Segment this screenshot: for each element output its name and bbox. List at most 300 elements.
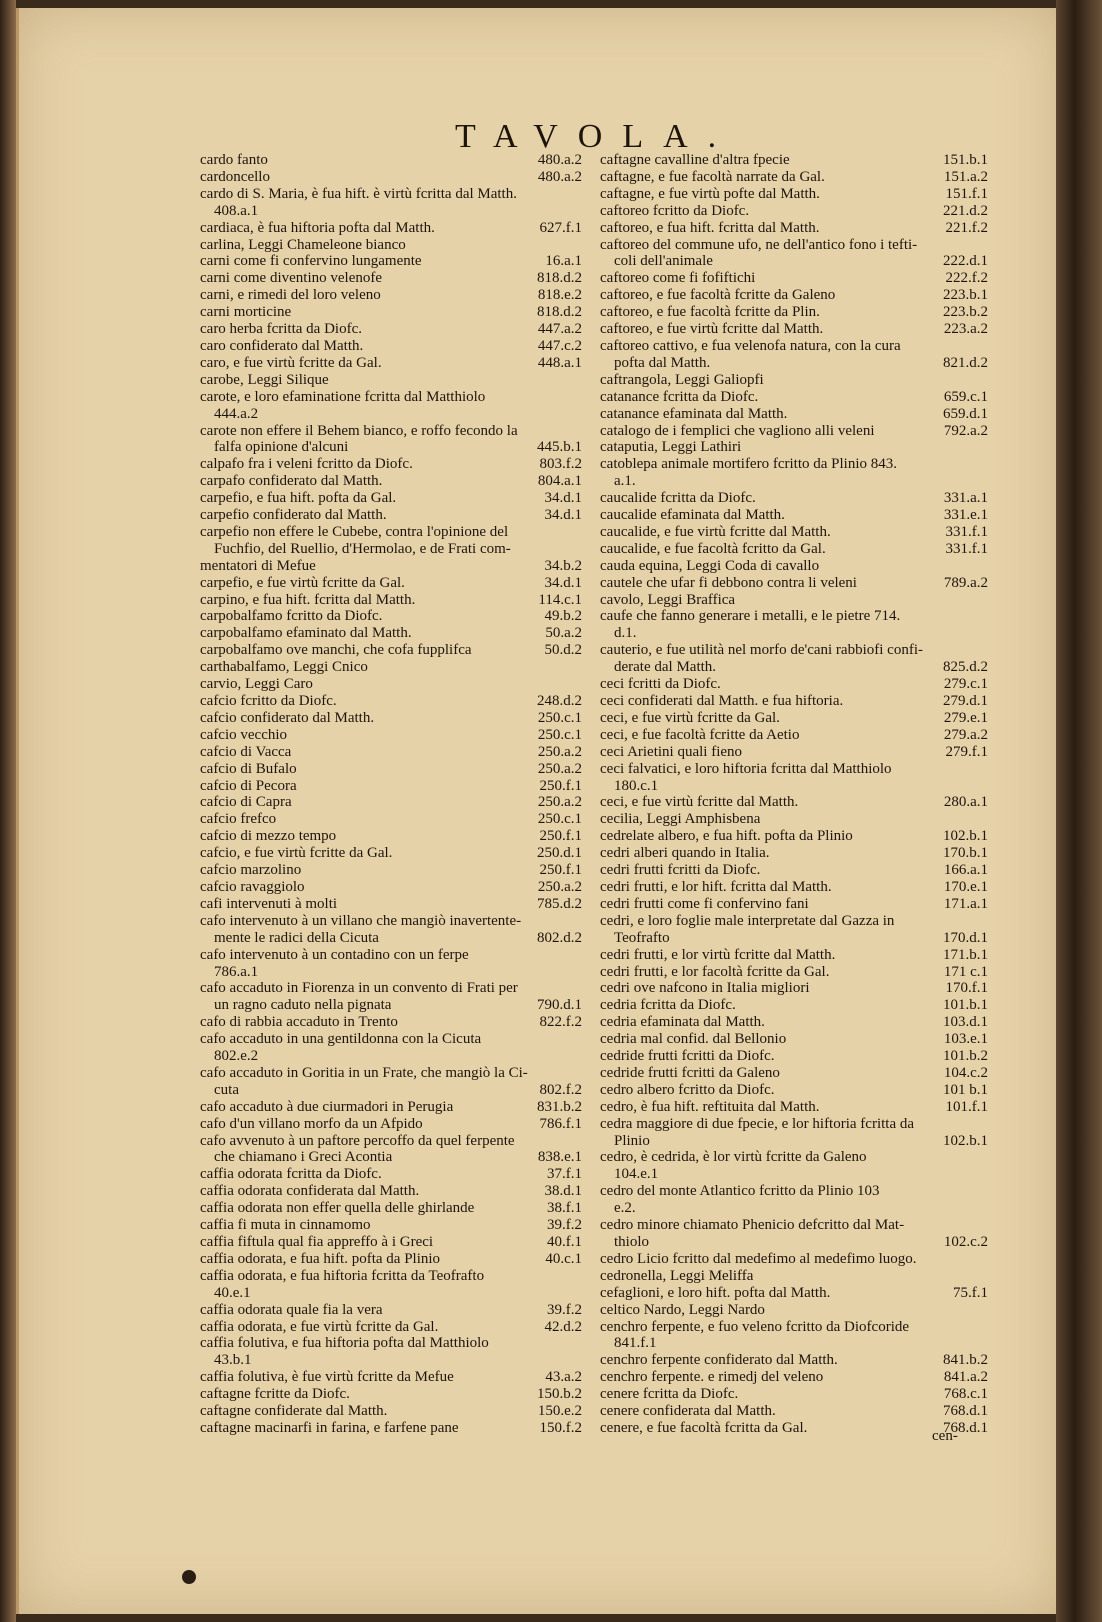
entry-continuation: e.2. [614,1200,636,1217]
index-entry [200,980,582,1014]
entry-text: cedronella, Leggi Meliffa [600,1267,754,1284]
entry-continuation: 43.b.1 [214,1352,252,1369]
ink-spot [182,1570,196,1584]
entry-text: caucalide efaminata dal Matth. [600,507,785,524]
entry-reference: 802.f.2 [539,1081,582,1098]
entry-reference: 16.a.1 [545,253,582,270]
entry-text: caro herba fcritta da Diofc. [200,321,362,338]
index-entry [200,507,582,524]
entry-continuation: 408.a.1 [214,202,259,219]
entry-reference: 250.f.1 [539,828,582,845]
entry-text: ceci falvatici, e loro hiftoria fcritta dal Matthiolo [600,760,892,777]
entry-reference: 841.b.2 [943,1352,988,1369]
entry-reference: 768.d.1 [943,1419,988,1436]
entry-text: catanance fcritta da Diofc. [600,388,759,405]
entry-reference: 250.f.1 [539,862,582,879]
index-entry [200,253,582,270]
entry-text: cefaglioni, e loro hift. pofta dal Matth. [600,1284,831,1301]
index-entry [200,152,582,169]
index-entry [200,862,582,879]
entry-text: cafcio fcritto da Diofc. [200,693,337,709]
entry-reference: 34.d.1 [544,574,582,591]
entry-text: caucalide, e fue virtù fcritte dal Matth. [600,523,831,540]
entry-reference: 101.f.1 [945,1098,988,1115]
entry-continuation: derate dal Matth. [614,659,717,676]
entry-text: caffia fiftula qual fia appreffo à i Greci [200,1234,434,1250]
index-entry [600,152,988,169]
entry-text: catalogo de i femplici che vagliono alli veleni [600,422,875,439]
entry-text: cedra maggiore di due fpecie, e lor hiftoria fcritta da [600,1115,915,1132]
entry-reference: 103.e.1 [943,1031,988,1048]
entry-reference: 279.e.1 [943,709,988,726]
entry-text: caffia odorata quale fia la vera [200,1301,383,1318]
entry-text: carpino, e fua hift. fcritta dal Matth. [200,591,416,608]
index-entry [600,524,988,541]
entry-text: carni morticine [200,304,292,321]
entry-reference: 250.d.1 [537,845,582,862]
entry-reference: 150.b.2 [537,1386,582,1403]
index-entry [600,693,988,710]
entry-text: cafo intervenuto à un contadino con un ferpe [200,946,469,963]
entry-reference: 248.d.2 [537,693,582,709]
index-entry [200,473,582,490]
index-entry [200,1302,582,1319]
index-entry [200,1217,582,1234]
entry-text: cardiaca, è fua hiftoria pofta dal Matth. [200,219,435,236]
entry-continuation: 802.e.2 [214,1048,259,1065]
index-entry [200,727,582,744]
entry-continuation: 841.f.1 [614,1335,657,1352]
entry-text: cafcio confiderato dal Matth. [200,709,375,726]
index-entry [200,659,582,676]
entry-text: cedro del monte Atlantico fcritto da Plinio 103 [600,1183,880,1200]
entry-reference: 171.a.1 [943,895,988,912]
entry-text: cedri frutti, e lor facoltà fcritte da Gal. [600,963,830,980]
entry-reference: 151.b.1 [943,152,988,168]
index-entry [200,1251,582,1268]
entry-reference: 223.b.2 [943,304,988,321]
entry-text: cedri ove nafcono in Italia migliori [600,980,810,997]
entry-text: carpefio, e fue virtù fcritte da Gal. [200,574,405,591]
index-entry [600,372,988,389]
entry-reference: 250.c.1 [537,811,582,828]
entry-text: caftoreo del commune ufo, ne dell'antico fono i tefti- [600,236,918,253]
entry-text: catanance efaminata dal Matth. [600,405,788,422]
entry-reference: 279.f.1 [945,743,988,760]
entry-reference: 789.a.2 [943,574,988,591]
index-entry [600,642,988,676]
entry-reference: 818.e.2 [537,287,582,304]
entry-reference: 42.d.2 [544,1318,582,1335]
index-entry [200,778,582,795]
entry-reference: 34.b.2 [544,557,582,574]
index-entry [600,575,988,592]
entry-text: ceci confiderati dal Matth. e fua hiftoria. [600,693,844,709]
index-entry [200,811,582,828]
entry-text: cedri frutti, e lor virtù fcritte dal Matth. [600,946,836,963]
entry-reference: 802.d.2 [537,929,582,946]
entry-continuation: Fuchfio, del Ruellio, d'Hermolao, e de Frati com- [214,540,511,557]
entry-text: cedria fcritta da Diofc. [600,997,736,1014]
index-entry [200,270,582,287]
entry-text: cafo accaduto à due ciurmadori in Perugia [200,1098,454,1115]
entry-text: cedro albero fcritto da Diofc. [600,1081,775,1098]
index-entry [600,389,988,406]
index-column-right [600,152,988,1437]
entry-reference: 448.a.1 [537,354,582,371]
entry-reference: 825.d.2 [943,659,988,676]
entry-text: caftoreo cattivo, e fua velenofa natura, con la cura [600,337,901,354]
index-entry [200,879,582,896]
entry-text: carni come fi confervino lungamente [200,253,422,270]
entry-text: caftoreo, e fue facoltà fcritte da Galeno [600,287,836,304]
index-entry [600,879,988,896]
entry-text: cedria efaminata dal Matth. [600,1014,765,1031]
entry-text: cafo accaduto in Goritia in un Frate, che mangiò la Ci- [200,1064,528,1081]
entry-text: cedride frutti fcritti da Galeno [600,1064,780,1081]
book-binding [1056,0,1102,1622]
index-entry [600,1251,988,1268]
entry-reference: 114.c.1 [538,591,582,608]
entry-text: caftagne cavalline d'altra fpecie [600,152,790,168]
entry-text: caftoreo come fi fofiftichi [600,270,756,287]
entry-reference: 222.f.2 [945,270,988,287]
entry-text: cardo fanto [200,152,268,168]
index-entry [600,608,988,642]
entry-text: cardo di S. Maria, è fua hift. è virtù fcritta dal Matth. [200,185,517,202]
entry-text: cedride frutti fcritti da Diofc. [600,1048,775,1065]
entry-reference: 279.c.1 [943,676,988,693]
catchword: cen- [932,1428,958,1444]
index-entry [600,744,988,761]
entry-text: cedro minore chiamato Phenicio defcritto dal Mat- [600,1217,905,1234]
index-entry [200,1386,582,1403]
index-entry [600,439,988,456]
index-entry [200,1234,582,1251]
entry-reference: 43.a.2 [545,1369,582,1386]
entry-reference: 445.b.1 [537,439,582,456]
entry-text: cafcio di Bufalo [200,760,297,777]
index-entry [600,1065,988,1082]
entry-reference: 40.c.1 [545,1250,582,1267]
entry-reference: 50.d.2 [544,642,582,659]
entry-text: cafcio di Pecora [200,777,297,794]
entry-text: cedri, e loro foglie male interpretate dal Gazza in [600,912,895,929]
entry-text: caffia odorata, e fua hiftoria fcritta da Teofrafto [200,1267,485,1284]
index-entry [600,558,988,575]
entry-reference: 101.b.2 [943,1048,988,1065]
index-entry [600,1149,988,1183]
entry-reference: 104.c.2 [943,1064,988,1081]
entry-text: cataputia, Leggi Lathiri [600,439,742,456]
entry-text: carlina, Leggi Chameleone bianco [200,236,406,253]
index-entry [200,338,582,355]
index-entry [200,1116,582,1133]
entry-text: ceci, e fue virtù fcritte da Gal. [600,709,780,726]
entry-text: cafi intervenuti à molti [200,895,338,912]
index-entry [200,220,582,237]
entry-text: caftagne fcritte da Diofc. [200,1386,350,1403]
entry-text: cafo avvenuto à un paftore percoffo da quel ferpente [200,1132,515,1149]
index-entry [200,913,582,947]
entry-reference: 331.e.1 [943,507,988,524]
index-entry [200,423,582,457]
entry-reference: 447.a.2 [537,321,582,338]
entry-text: cenchro ferpente, e fuo veleno fcritto da Diofcoride [600,1318,910,1335]
index-entry [600,287,988,304]
entry-reference: 659.d.1 [943,405,988,422]
index-entry [200,1200,582,1217]
index-entry [200,642,582,659]
index-entry [600,845,988,862]
entry-text: calpafo fra i veleni fcritto da Diofc. [200,456,413,473]
entry-continuation: 786.a.1 [214,963,259,980]
index-entry [600,710,988,727]
entry-reference: 170.f.1 [945,980,988,997]
entry-reference: 101 b.1 [943,1081,988,1098]
entry-text: caftoreo, e fua hift. fcritta dal Matth. [600,219,820,236]
entry-continuation: un ragno caduto nella pignata [214,997,392,1014]
entry-reference: 221.f.2 [945,219,988,236]
index-entry [200,1268,582,1302]
entry-text: cedri frutti, e lor hift. fcritta dal Matth. [600,878,832,895]
left-page-edge [0,0,16,1622]
entry-text: cedro Licio fcritto dal medefimo al medefimo luogo. [600,1250,917,1267]
entry-reference: 223.b.1 [943,287,988,304]
entry-text: caro, e fue virtù fcritte da Gal. [200,354,382,371]
entry-text: cafcio di Vacca [200,743,292,760]
index-entry [600,541,988,558]
index-entry [200,304,582,321]
index-entry [200,744,582,761]
index-entry [600,896,988,913]
index-entry [200,625,582,642]
entry-reference: 250.c.1 [537,709,582,726]
index-column-left [200,152,582,1437]
index-entry [600,338,988,372]
entry-reference: 250.f.1 [539,777,582,794]
entry-reference: 39.f.2 [547,1301,582,1318]
entry-reference: 151.a.2 [943,168,988,185]
entry-text: caffia fi muta in cinnamomo [200,1217,371,1234]
entry-reference: 250.a.2 [537,794,582,811]
entry-continuation: pofta dal Matth. [614,354,711,371]
entry-continuation: 40.e.1 [214,1284,251,1301]
index-entry [600,1420,988,1437]
index-entry [600,1302,988,1319]
index-entry [600,947,988,964]
entry-reference: 250.a.2 [537,760,582,777]
index-entry [600,1082,988,1099]
index-entry [200,490,582,507]
index-entry [200,1420,582,1437]
entry-reference: 170.e.1 [943,878,988,895]
entry-text: celtico Nardo, Leggi Nardo [600,1301,765,1318]
entry-reference: 818.d.2 [537,304,582,321]
index-entry [200,287,582,304]
entry-text: caftrangola, Leggi Galiopfi [600,371,764,388]
index-entry [600,203,988,220]
entry-reference: 40.f.1 [547,1234,582,1250]
entry-reference: 279.d.1 [943,693,988,709]
entry-text: caftoreo, e fue virtù fcritte dal Matth. [600,321,824,338]
entry-text: caftagne, e fue facoltà narrate da Gal. [600,168,825,185]
entry-continuation: falfa opinione d'alcuni [214,439,349,456]
entry-text: ceci, e fue virtù fcritte dal Matth. [600,794,799,811]
index-entry [600,423,988,440]
index-entry [600,913,988,947]
entry-text: carthabalfamo, Leggi Cnico [200,659,368,676]
index-entry [200,1133,582,1167]
entry-reference: 170.d.1 [943,929,988,946]
index-entry [200,592,582,609]
entry-text: caro confiderato dal Matth. [200,337,364,354]
index-entry [200,1031,582,1065]
entry-text: carobe, Leggi Silique [200,371,329,388]
entry-continuation: mente le radici della Cicuta [214,929,379,946]
index-entry [200,676,582,693]
entry-text: caftagne confiderate dal Matth. [200,1403,388,1420]
index-entry [600,490,988,507]
entry-text: cenere, e fue facoltà fcritta da Gal. [600,1419,808,1436]
entry-text: cautele che ufar fi debbono contra li veleni [600,574,857,591]
entry-text: ceci Arietini quali fieno [600,743,743,760]
index-entry [200,524,582,558]
entry-reference: 102.b.1 [943,828,988,845]
entry-text: caftoreo fcritto da Diofc. [600,202,750,219]
entry-text: cecilia, Leggi Amphisbena [600,811,761,828]
entry-text: cafcio di mezzo tempo [200,828,337,845]
entry-continuation: Teofrafto [614,929,670,946]
entry-reference: 250.a.2 [537,743,582,760]
entry-reference: 34.d.1 [544,507,582,524]
index-entry [600,862,988,879]
entry-text: cafcio frefco [200,811,277,828]
entry-text: cedro, è fua hift. reftituita dal Matth. [600,1098,820,1115]
index-entry [600,828,988,845]
index-entry [200,896,582,913]
entry-text: caffia odorata, e fua hift. pofta da Plinio [200,1250,441,1267]
entry-reference: 831.b.2 [537,1098,582,1115]
entry-text: caftagne, e fue virtù pofte dal Matth. [600,185,820,202]
entry-reference: 447.c.2 [537,337,582,354]
index-entry [600,406,988,423]
index-entry [600,1369,988,1386]
index-entry [200,575,582,592]
index-entry [200,693,582,710]
entry-text: cafo accaduto in una gentildonna con la Cicuta [200,1031,482,1048]
entry-reference: 331.a.1 [943,490,988,507]
entry-continuation: a.1. [614,473,636,490]
index-entry [600,270,988,287]
index-entry [600,1319,988,1353]
index-entry [600,676,988,693]
index-entry [600,1352,988,1369]
index-entry [600,1014,988,1031]
index-entry [200,1319,582,1336]
index-entry [600,1386,988,1403]
entry-reference: 49.b.2 [544,608,582,625]
index-entry [600,727,988,744]
entry-text: cafcio, e fue virtù fcritte da Gal. [200,845,393,862]
entry-text: cedri alberi quando in Italia. [600,845,770,862]
entry-text: cenere confiderata dal Matth. [600,1403,776,1420]
entry-reference: 804.a.1 [537,473,582,490]
entry-text: caffia odorata, e fue virtù fcritte da Gal. [200,1318,439,1335]
entry-text: cedria mal confid. dal Bellonio [600,1031,787,1048]
index-entry [200,1099,582,1116]
entry-reference: 786.f.1 [539,1115,582,1132]
entry-reference: 790.d.1 [537,997,582,1014]
entry-continuation: 104.e.1 [614,1166,659,1183]
entry-text: cardoncello [200,168,270,185]
entry-text: cauda equina, Leggi Coda di cavallo [600,557,820,574]
entry-reference: 166.a.1 [943,862,988,879]
entry-reference: 785.d.2 [537,895,582,912]
entry-reference: 821.d.2 [943,354,988,371]
entry-reference: 39.f.2 [547,1217,582,1234]
index-entry [200,372,582,389]
entry-continuation: coli dell'animale [614,253,713,270]
entry-reference: 627.f.1 [539,219,582,236]
entry-reference: 480.a.2 [537,152,582,168]
entry-text: cafo accaduto in Fiorenza in un convento di Frati per [200,980,518,997]
entry-text: carote, e loro efaminatione fcritta dal Matthiolo [200,388,486,405]
entry-text: caffia folutiva, e fua hiftoria pofta dal Matthiolo [200,1335,489,1352]
page-header: TAVOLA. [455,118,737,155]
entry-text: caffia odorata fcritta da Diofc. [200,1166,382,1183]
entry-reference: 331.f.1 [945,540,988,557]
entry-reference: 841.a.2 [943,1369,988,1386]
entry-reference: 659.c.1 [943,388,988,405]
entry-text: cavolo, Leggi Braffica [600,591,736,608]
entry-reference: 222.d.1 [943,253,988,270]
entry-reference: 170.b.1 [943,845,988,862]
entry-text: ceci fcritti da Diofc. [600,676,721,693]
entry-text: cedri frutti come fi confervino fani [600,895,809,912]
index-entry [200,1369,582,1386]
index-entry [200,1335,582,1369]
index-entry [200,1403,582,1420]
index-entry [600,1183,988,1217]
index-entry [600,1268,988,1285]
entry-text: cedrelate albero, e fua hift. pofta da Plinio [600,828,853,845]
entry-text: caufe che fanno generare i metalli, e le pietre 714. [600,608,901,625]
entry-reference: 101.b.1 [943,997,988,1014]
entry-reference: 171 c.1 [943,963,988,980]
entry-reference: 34.d.1 [544,490,582,507]
entry-text: cauterio, e fue utilità nel morfo de'cani rabbiofi confi- [600,642,923,659]
entry-reference: 331.f.1 [945,523,988,540]
index-entry [600,304,988,321]
entry-text: carni, e rimedi del loro veleno [200,287,381,304]
entry-reference: 102.c.2 [943,1234,988,1250]
index-entry [200,828,582,845]
index-entry [600,997,988,1014]
index-entry [200,237,582,254]
entry-reference: 768.d.1 [943,1403,988,1420]
index-entry [200,1014,582,1031]
index-entry [600,964,988,981]
entry-text: carpobalfamo efaminato dal Matth. [200,625,412,642]
entry-reference: 768.c.1 [943,1386,988,1403]
entry-reference: 250.a.2 [537,878,582,895]
entry-continuation: 180.c.1 [614,777,659,794]
index-entry [600,220,988,237]
index-entry [600,794,988,811]
entry-reference: 818.d.2 [537,270,582,287]
entry-reference: 803.f.2 [539,456,582,473]
